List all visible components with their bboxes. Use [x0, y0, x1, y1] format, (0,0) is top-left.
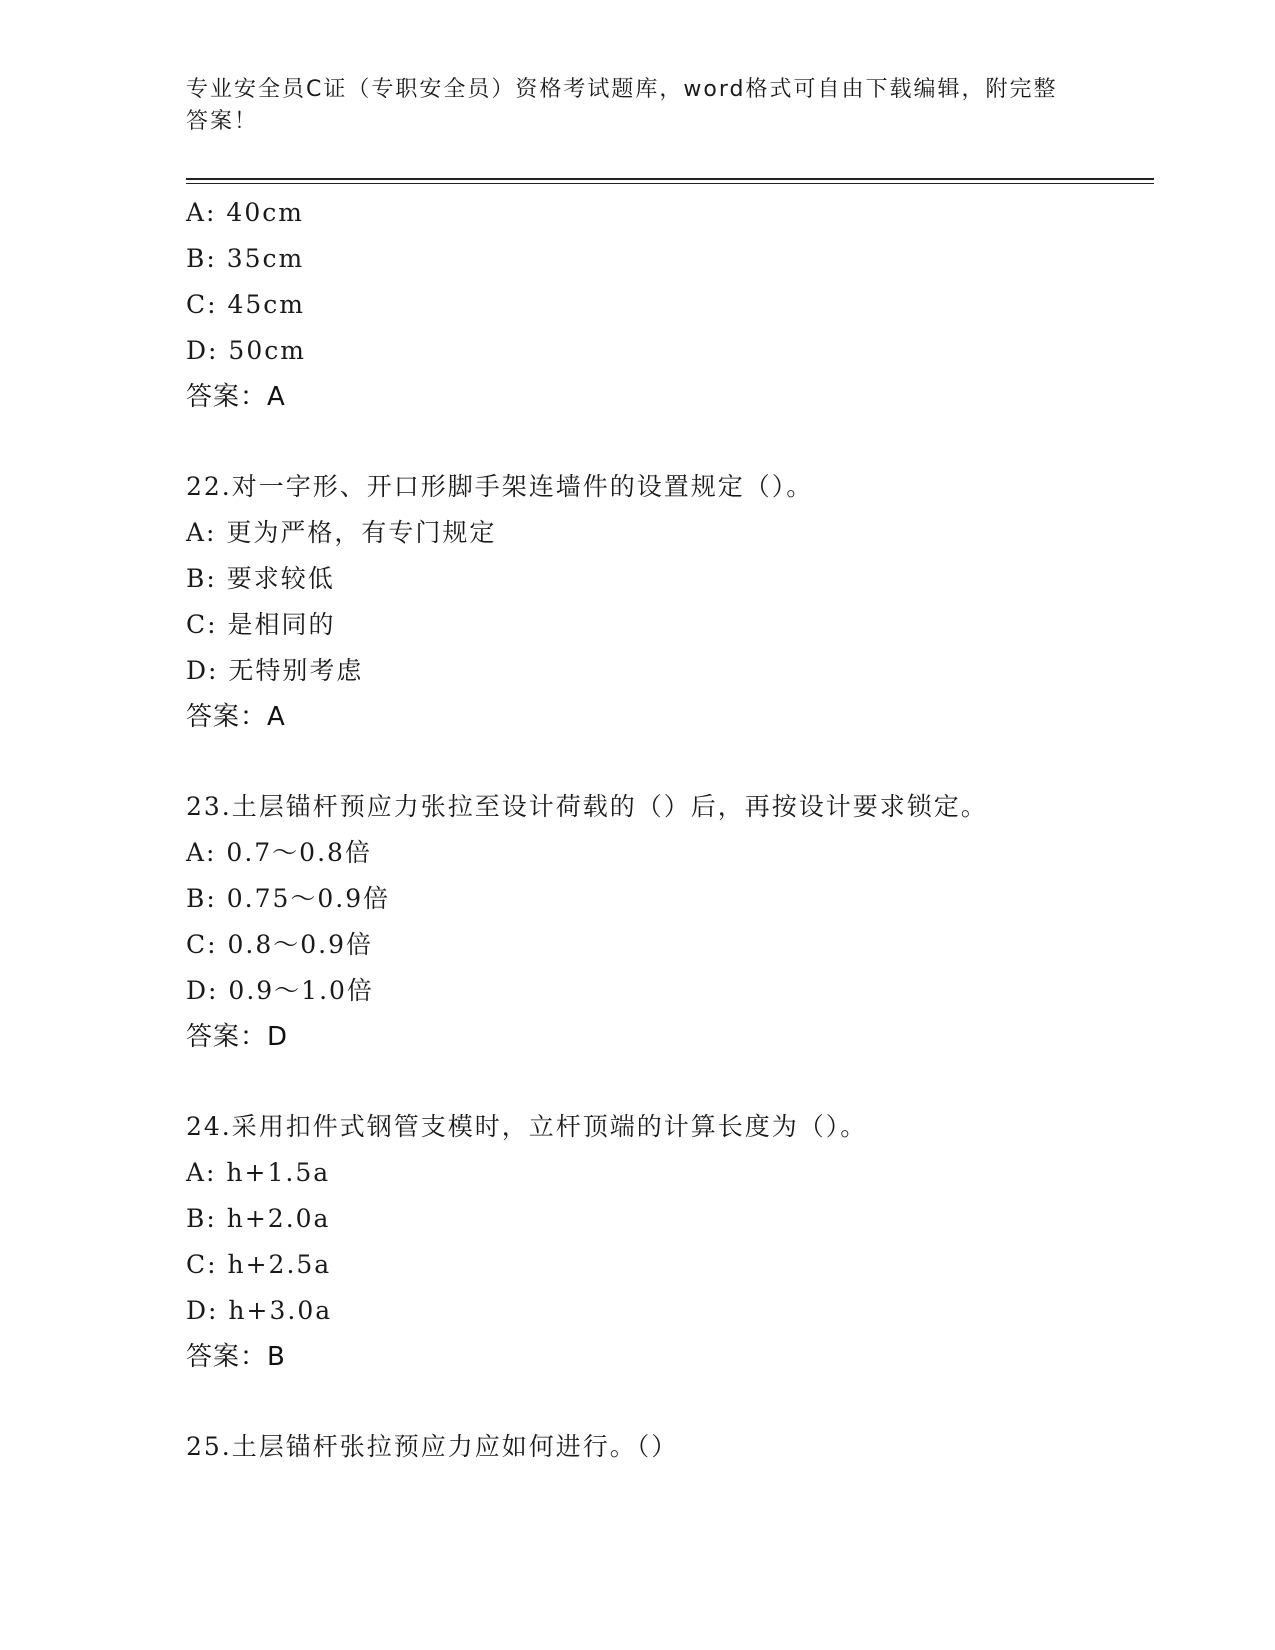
- option-d: D: h+3.0a: [186, 1296, 333, 1325]
- option-a: A: 0.7～0.8倍: [186, 838, 372, 867]
- question-list: [186, 190, 1154, 1470]
- option-c: C: 45cm: [186, 290, 306, 319]
- question-text: 22.对一字形、开口形脚手架连墙件的设置规定（）。: [186, 472, 814, 501]
- option-d: D: 0.9～1.0倍: [186, 976, 374, 1005]
- option-d: D: 50cm: [186, 336, 306, 365]
- header-rule-thin: [186, 183, 1154, 184]
- answer: 答案：A: [186, 382, 286, 412]
- question-block-21: [186, 190, 1154, 420]
- option-a: A: 更为严格，有专门规定: [186, 518, 497, 547]
- document-header: [186, 74, 1066, 138]
- header-title: 专业安全员C证（专职安全员）资格考试题库，word格式可自由下载编辑，附完整答案！: [186, 77, 1058, 134]
- option-c: C: 0.8～0.9倍: [186, 930, 374, 959]
- question-block-24: [186, 1104, 1154, 1380]
- option-b: B: 35cm: [186, 244, 305, 273]
- option-a: A: 40cm: [186, 198, 304, 227]
- question-block-23: [186, 784, 1154, 1060]
- header-rule-thick: [186, 178, 1154, 180]
- option-a: A: h+1.5a: [186, 1158, 331, 1187]
- question-block-22: [186, 464, 1154, 740]
- question-text: 23.土层锚杆预应力张拉至设计荷载的（）后，再按设计要求锁定。: [186, 792, 988, 821]
- question-text: 24.采用扣件式钢管支模时，立杆顶端的计算长度为（）。: [186, 1112, 868, 1141]
- option-b: B: h+2.0a: [186, 1204, 331, 1233]
- answer: 答案：D: [186, 1022, 289, 1052]
- option-c: C: h+2.5a: [186, 1250, 332, 1279]
- question-text: 25.土层锚杆张拉预应力应如何进行。（）: [186, 1432, 679, 1461]
- answer: 答案：B: [186, 1342, 286, 1372]
- answer: 答案：A: [186, 702, 286, 732]
- option-b: B: 要求较低: [186, 564, 335, 593]
- question-block-25: [186, 1424, 1154, 1470]
- option-d: D: 无特别考虑: [186, 656, 364, 685]
- option-c: C: 是相同的: [186, 610, 336, 639]
- option-b: B: 0.75～0.9倍: [186, 884, 391, 913]
